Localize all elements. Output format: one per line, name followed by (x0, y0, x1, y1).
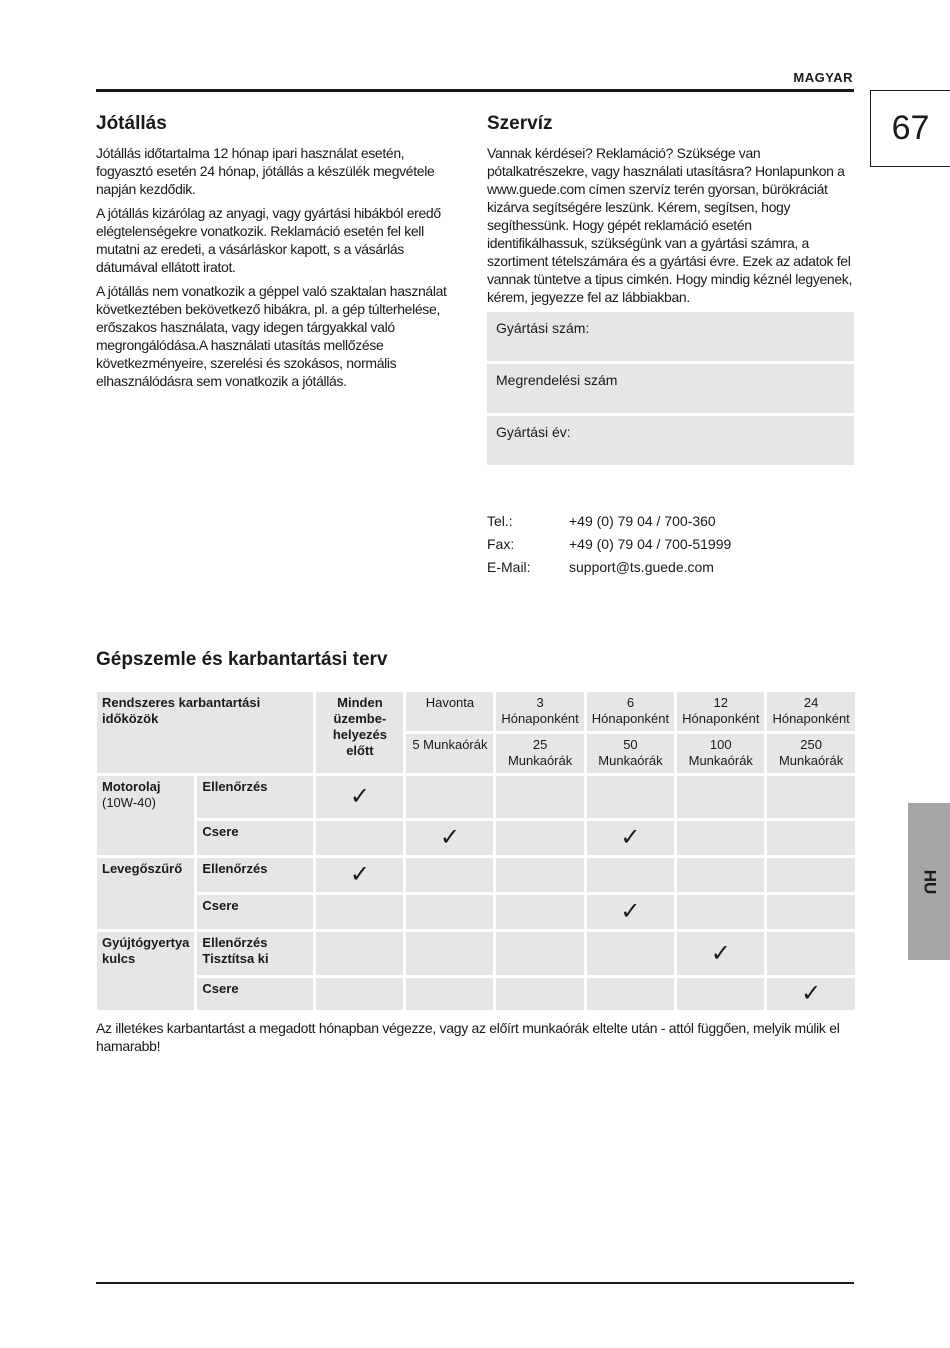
period-header: 3 Hónaponként (496, 692, 583, 731)
check-mark-icon: ✓ (767, 978, 854, 1010)
check-mark-icon: ✓ (316, 776, 403, 818)
empty-cell (496, 932, 583, 975)
table-header-row (97, 692, 855, 731)
warranty-title: Jótállás (96, 113, 167, 134)
action-cell: Csere (197, 978, 313, 1010)
group-name: Motorolaj (102, 779, 161, 794)
hours-header: 5 Munkaórák (406, 734, 493, 773)
interval-header: Rendszeres karbantartási időközök (97, 692, 313, 773)
contact-row-fax (487, 532, 854, 555)
service-section (487, 113, 854, 468)
empty-cell (677, 776, 764, 818)
warranty-paragraph: Jótállás időtartalma 12 hónap ipari használat esetén, fogyasztó esetén 24 hónap, jótállás a készülék megvétele napján kezdődik. (96, 145, 435, 197)
empty-cell (587, 932, 674, 975)
check-mark-icon: ✓ (677, 932, 764, 975)
empty-cell (496, 821, 583, 855)
empty-cell (677, 858, 764, 892)
empty-cell (767, 821, 854, 855)
action-cell: Csere (197, 895, 313, 929)
contact-row-email (487, 555, 854, 578)
group-name: Levegőszűrő (102, 861, 183, 876)
warranty-paragraph: A jótállás kizárólag az anyagi, vagy gyártási hibákból eredő elégtelenségekre vonatkozik. Reklamáció esetén fel kell mutatni az eredeti, a vásárláskor kapott, s a vásárlás dátumával ellátott iratot. (96, 205, 441, 275)
empty-cell (767, 858, 854, 892)
group-cell (97, 858, 194, 929)
maintenance-footnote: Az illetékes karbantartást a megadott hónapban végezze, vagy az előírt munkaórák eltelte után - attól függően, melyik múlik el hamarabb! (96, 1020, 840, 1054)
table-row (97, 978, 855, 1010)
bottom-rule (96, 1282, 854, 1284)
action-cell: Csere (197, 821, 313, 855)
order-number-field: Megrendelési szám (487, 364, 854, 413)
contact-row-phone (487, 509, 854, 532)
contact-value: support@ts.guede.com (569, 558, 714, 575)
table-row (97, 821, 855, 855)
contact-label: Fax: (487, 535, 515, 552)
empty-cell (677, 895, 764, 929)
language-side-tab-label: HU (920, 869, 939, 894)
empty-cell (406, 932, 493, 975)
contact-label: Tel.: (487, 512, 513, 529)
empty-cell (587, 776, 674, 818)
empty-cell (496, 978, 583, 1010)
empty-cell (767, 776, 854, 818)
empty-cell (767, 932, 854, 975)
empty-cell (316, 895, 403, 929)
hours-header: 50 Munkaórák (587, 734, 674, 773)
table-row (97, 895, 855, 929)
hours-header: 250 Munkaórák (767, 734, 854, 773)
empty-cell (406, 776, 493, 818)
hours-header: 25 Munkaórák (496, 734, 583, 773)
table-row (97, 776, 855, 818)
warranty-section (96, 113, 462, 396)
empty-cell (496, 858, 583, 892)
language-header: MAGYAR (793, 70, 853, 85)
empty-cell (496, 776, 583, 818)
empty-cell (316, 932, 403, 975)
empty-cell (767, 895, 854, 929)
service-paragraph: Vannak kérdései? Reklamáció? Szüksége van pótalkatrészekre, vagy használati utasításra? Honlapunkon a www.guede.com címen szervíz terén gyorsan, bürökráciát kizárva segítségére leszünk. Kérem, segítsen, hogy segíthessünk. Hogy gépét reklamáció esetén identifikálhassuk, szükségünk van a gyártási számra, a szortiment tételszámára és a gyártási évre. Ezek az adatok fel vannak tüntetve a tipus cimkén. Hogy mindig kéznél legyenek, kérem, jegyezze fel az lábbiakban. (487, 145, 852, 305)
table-row (97, 932, 855, 975)
contact-value: +49 (0) 79 04 / 700-360 (569, 512, 716, 529)
empty-cell (406, 858, 493, 892)
service-fields (487, 312, 854, 465)
empty-cell (316, 821, 403, 855)
group-cell (97, 776, 194, 855)
group-name: Gyújtógyertya kulcs (102, 935, 190, 966)
period-header: 6 Hónaponként (587, 692, 674, 731)
empty-cell (406, 978, 493, 1010)
maintenance-table (94, 689, 858, 1013)
warranty-paragraph: A jótállás nem vonatkozik a géppel való szaktalan használat következtében bekövetkező hibákra, pl. a gép túlterhelése, erőszakos használata, vagy idegen tárgyakkal való megrongálódása.A használati utasítás mellőzése következményeire, szerelési és szokásos, normális elhasználódásra sem vonatkozik a jótállás. (96, 283, 447, 389)
manufacture-year-field: Gyártási év: (487, 416, 854, 465)
contact-list (487, 509, 854, 578)
empty-cell (677, 821, 764, 855)
contact-value: +49 (0) 79 04 / 700-51999 (569, 535, 732, 552)
page-number: 67 (870, 90, 950, 167)
service-title: Szervíz (487, 113, 553, 134)
top-rule (96, 89, 854, 92)
action-cell: Ellenőrzés (197, 858, 313, 892)
empty-cell (316, 978, 403, 1010)
check-mark-icon: ✓ (587, 821, 674, 855)
before-start-header: Minden üzembe-helyezés előtt (316, 692, 403, 773)
check-mark-icon: ✓ (316, 858, 403, 892)
check-mark-icon: ✓ (587, 895, 674, 929)
hours-header: 100 Munkaórák (677, 734, 764, 773)
empty-cell (496, 895, 583, 929)
group-subtitle: (10W-40) (102, 795, 156, 810)
contact-label: E-Mail: (487, 558, 531, 575)
language-side-tab (908, 803, 950, 960)
check-mark-icon: ✓ (406, 821, 493, 855)
empty-cell (587, 978, 674, 1010)
action-cell: Ellenőrzés (197, 776, 313, 818)
group-cell (97, 932, 194, 1010)
empty-cell (587, 858, 674, 892)
empty-cell (406, 895, 493, 929)
maintenance-title: Gépszemle és karbantartási terv (96, 649, 388, 670)
action-cell: Ellenőrzés Tisztítsa ki (197, 932, 313, 975)
period-header: Havonta (406, 692, 493, 731)
period-header: 24 Hónaponként (767, 692, 854, 731)
table-row (97, 858, 855, 892)
period-header: 12 Hónaponként (677, 692, 764, 731)
serial-number-field: Gyártási szám: (487, 312, 854, 361)
empty-cell (677, 978, 764, 1010)
